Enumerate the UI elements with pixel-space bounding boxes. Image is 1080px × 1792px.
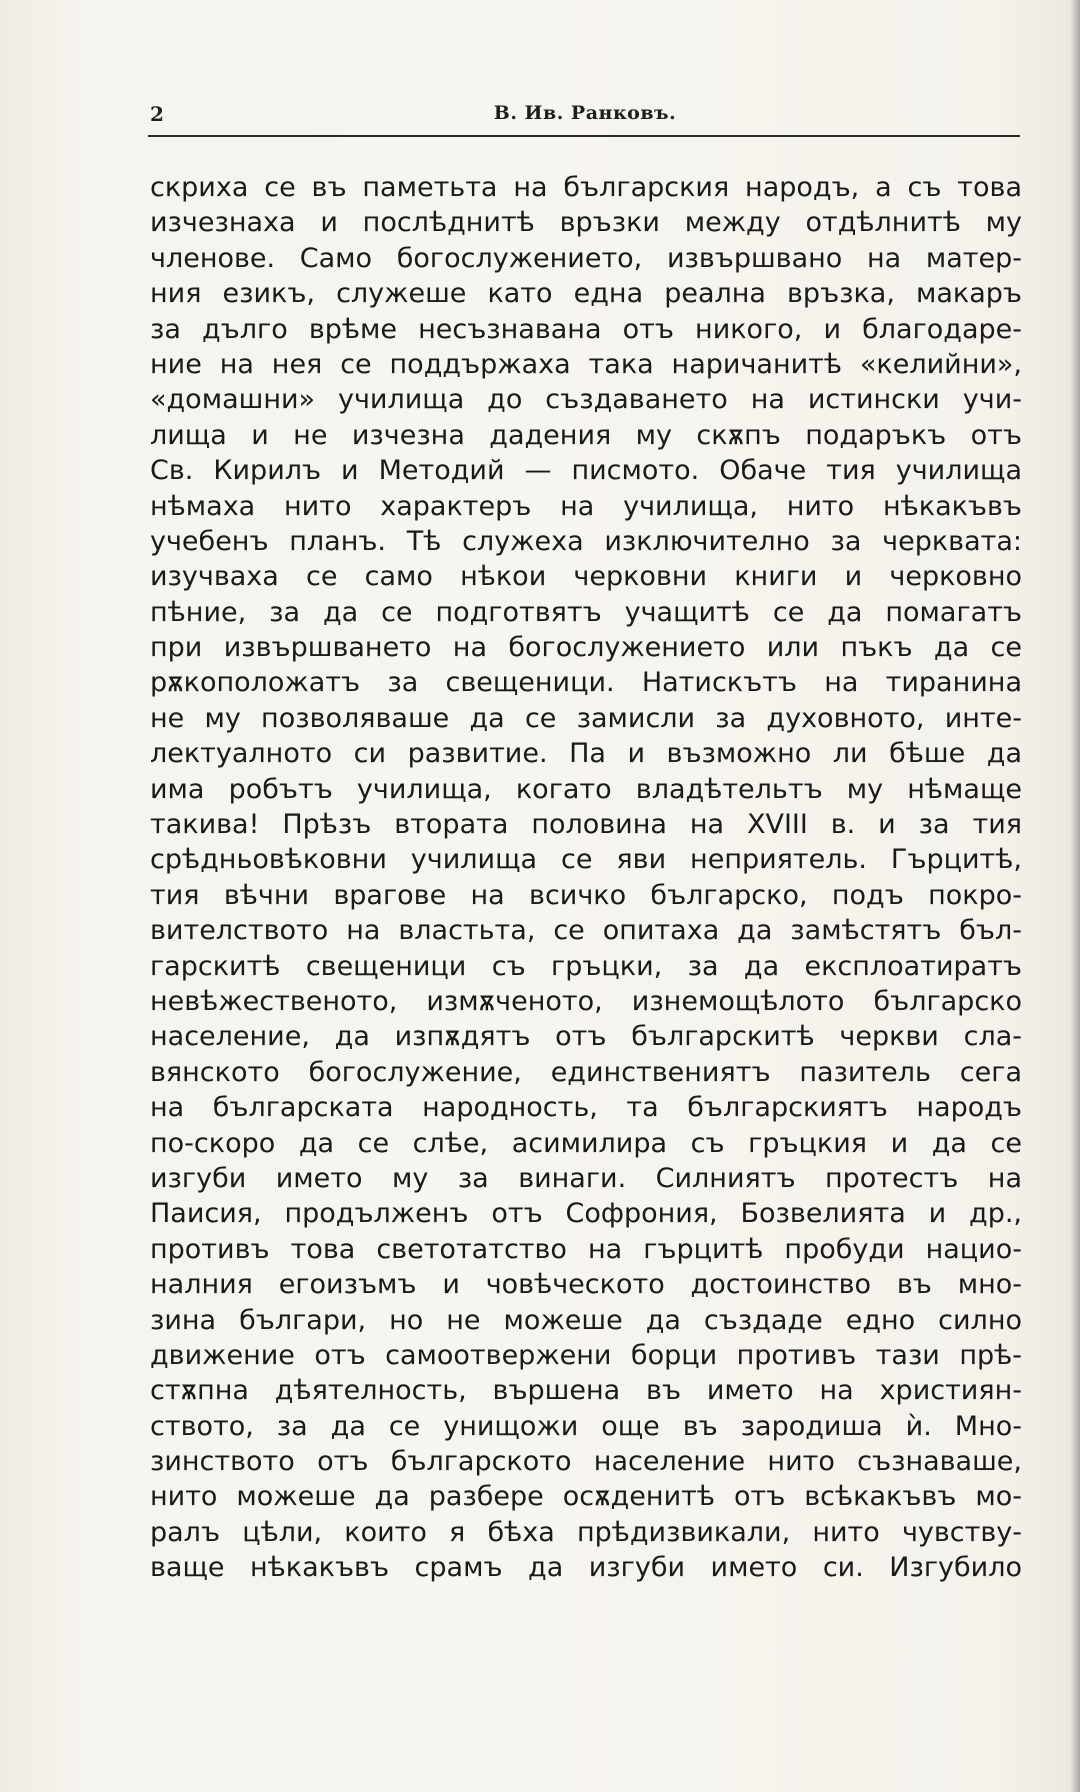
text-line: по-скоро да се слѣе, асимилира съ гръцкия и да се (150, 1127, 1022, 1159)
text-line: лектуалното си развитие. Па и възможно ли бѣше да (150, 738, 1022, 770)
text-line: изучваха се само нѣкои черковни книги и черковно (150, 561, 1022, 593)
text-line: срѣдньовѣковни училища се яви неприятель. Гърцитѣ, (150, 844, 1022, 876)
page-number: 2 (150, 102, 164, 126)
text-line: изчезнаха и послѣднитѣ връзки между отдѣлнитѣ му (150, 207, 1022, 239)
text-line: тия вѣчни врагове на всичко българско, подъ покро- (150, 879, 1022, 911)
text-line: ния езикъ, служеше като една реална връзка, макаръ (150, 278, 1022, 310)
text-line: «домашни» училища до създаването на истински учи- (150, 384, 1022, 416)
text-line: пѣние, за да се подготвятъ учащитѣ се да помагатъ (150, 596, 1022, 628)
running-head: В. Ив. Ранковъ. (493, 102, 677, 124)
text-line: гарскитѣ свещеници съ гръцки, за да експлоатиратъ (150, 950, 1022, 982)
text-line: не му позволяваше да се замисли за духовното, инте- (150, 702, 1022, 734)
text-line: вителството на властьта, се опитаха да замѣстятъ бъл- (150, 915, 1022, 947)
text-line: Паисия, продълженъ отъ Софрония, Бозвелията и др., (150, 1198, 1022, 1230)
text-line: Св. Кирилъ и Методий — писмото. Обаче тия училища (150, 455, 1022, 487)
text-line: движение отъ самоотвержени борци противъ тази прѣ- (150, 1339, 1022, 1371)
text-line: членове. Само богослужението, извършвано на матер- (150, 242, 1022, 274)
text-line: изгуби името му за винаги. Силниятъ протестъ на (150, 1162, 1022, 1194)
text-line: при извършването на богослужението или пъкъ да се (150, 632, 1022, 664)
text-line: ралъ цѣли, които я бѣха прѣдизвикали, нито чувству- (150, 1516, 1022, 1548)
page-header (150, 100, 1020, 136)
body-text (150, 170, 1022, 1586)
text-line: противъ това светотатство на гърцитѣ пробуди нацио- (150, 1233, 1022, 1265)
header-rule (148, 135, 1020, 137)
text-line: ството, за да се унищожи още въ зародиша ѝ. Мно- (150, 1410, 1022, 1442)
text-line: налния егоизъмъ и човѣческото достоинство въ мно- (150, 1269, 1022, 1301)
text-line: на българската народность, та българскиятъ народъ (150, 1092, 1022, 1124)
text-line: за дълго врѣме несъзнавана отъ никого, и благодаре- (150, 313, 1022, 345)
text-line: невѣжественото, измѫченото, изнемощѣлото българско (150, 985, 1022, 1017)
text-line: нито можеше да разбере осѫденитѣ отъ всѣкакъвъ мо- (150, 1481, 1022, 1513)
text-line: население, да изпѫдятъ отъ българскитѣ черкви сла- (150, 1021, 1022, 1053)
text-line: учебенъ планъ. Тѣ служеха изключително за черквата: (150, 525, 1022, 557)
text-line: нѣмаха нито характеръ на училища, нито нѣкакъвъ (150, 490, 1022, 522)
page-edge-shadow (1070, 0, 1080, 1792)
text-line: скриха се въ паметьта на българския народъ, а съ това (150, 172, 1022, 203)
text-line: стѫпна дѣятелность, вършена въ името на християн- (150, 1375, 1022, 1407)
text-line: рѫкоположатъ за свещеници. Натискътъ на тиранина (150, 667, 1022, 699)
text-line: ваще нѣкакъвъ срамъ да изгуби името си. Изгубило (150, 1552, 1022, 1584)
text-line: вянското богослужение, единствениятъ пазитель сега (150, 1056, 1022, 1088)
text-line: ние на нея се поддържаха така наричанитѣ «келийни», (150, 348, 1022, 380)
text-line: такива! Прѣзъ втората половина на XVIII в. и за тия (150, 809, 1022, 841)
text-line: зинството отъ българското население нито съзнаваше, (150, 1446, 1022, 1478)
text-line: зина българи, но не можеше да създаде едно силно (150, 1304, 1022, 1336)
text-line: лища и не изчезна дадения му скѫпъ подаръкъ отъ (150, 419, 1022, 451)
text-line: има робътъ училища, когато владѣтельтъ му нѣмаще (150, 773, 1022, 805)
